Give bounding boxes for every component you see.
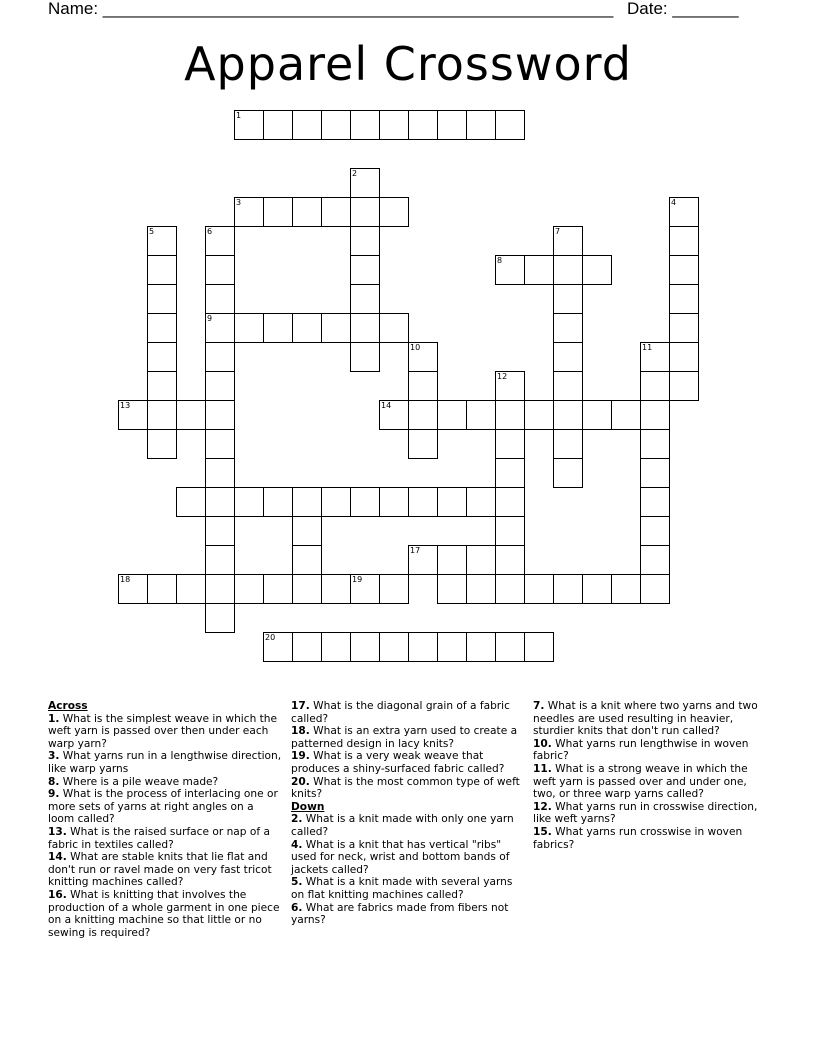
clue-label: 19. <box>291 750 310 763</box>
date-field[interactable]: Date: _______ <box>627 0 739 18</box>
clue-item <box>291 700 523 725</box>
clue-item <box>291 902 523 927</box>
crossword-cell[interactable] <box>350 226 380 256</box>
crossword-cell[interactable] <box>524 632 554 662</box>
clue-number: 14 <box>381 401 392 410</box>
clue-label: 6. <box>291 901 303 914</box>
clue-item <box>48 889 283 939</box>
crossword-cell[interactable] <box>321 197 351 227</box>
crossword-cell[interactable] <box>640 371 670 401</box>
clue-text: What yarns run in a lengthwise direction, like warp yarns <box>48 750 282 775</box>
clue-label: 11. <box>533 762 552 775</box>
clues-column-2 <box>291 700 523 927</box>
crossword-cell[interactable] <box>205 284 235 314</box>
clue-item <box>533 826 768 851</box>
crossword-cell[interactable] <box>205 342 235 372</box>
crossword-cell[interactable] <box>495 429 525 459</box>
clue-number: 7 <box>555 227 561 236</box>
crossword-cell[interactable] <box>640 545 670 575</box>
crossword-cell[interactable] <box>640 458 670 488</box>
clue-item <box>48 788 283 826</box>
crossword-cell[interactable] <box>408 487 438 517</box>
crossword-cell[interactable] <box>263 313 293 343</box>
crossword-cell[interactable] <box>611 574 641 604</box>
crossword-cell[interactable] <box>234 487 264 517</box>
clue-number: 20 <box>265 633 276 642</box>
crossword-cell[interactable] <box>495 458 525 488</box>
clue-text: What is a very weak weave that produces a shiny-surfaced fabric called? <box>291 750 505 775</box>
crossword-cell[interactable] <box>553 400 583 430</box>
clue-text: What yarns run in crosswise direction, like weft yarns? <box>533 800 758 826</box>
clue-label: 15. <box>533 825 552 838</box>
crossword-cell[interactable] <box>292 632 322 662</box>
crossword-cell[interactable] <box>495 545 525 575</box>
crossword-cell[interactable] <box>408 342 438 372</box>
clue-number: 12 <box>497 372 508 381</box>
crossword-cell[interactable] <box>669 313 699 343</box>
crossword-cell[interactable] <box>553 429 583 459</box>
crossword-cell[interactable] <box>118 574 148 604</box>
clue-item <box>533 801 768 826</box>
crossword-cell[interactable] <box>147 342 177 372</box>
crossword-cell[interactable] <box>379 632 409 662</box>
crossword-cell[interactable] <box>176 400 206 430</box>
crossword-cell[interactable] <box>582 255 612 285</box>
crossword-cell[interactable] <box>205 487 235 517</box>
crossword-cell[interactable] <box>205 255 235 285</box>
crossword-cell[interactable] <box>379 574 409 604</box>
crossword-cell[interactable] <box>234 313 264 343</box>
crossword-cell[interactable] <box>292 197 322 227</box>
crossword-cell[interactable] <box>669 284 699 314</box>
clue-number: 4 <box>671 198 677 207</box>
crossword-cell[interactable] <box>466 574 496 604</box>
crossword-cell[interactable] <box>408 400 438 430</box>
crossword-cell[interactable] <box>263 574 293 604</box>
clues-column-3 <box>533 700 768 851</box>
section-heading: Down <box>291 800 325 813</box>
clue-label: 20. <box>291 775 310 788</box>
clue-number: 18 <box>120 575 131 584</box>
clue-number: 11 <box>642 343 653 352</box>
crossword-cell[interactable] <box>669 226 699 256</box>
crossword-cell[interactable] <box>321 574 351 604</box>
clue-number: 10 <box>410 343 421 352</box>
crossword-cell[interactable] <box>350 342 380 372</box>
crossword-cell[interactable] <box>437 545 467 575</box>
clue-label: 18. <box>291 725 310 738</box>
clue-number: 17 <box>410 546 421 555</box>
crossword-cell[interactable] <box>437 632 467 662</box>
clue-label: 8. <box>48 775 60 788</box>
crossword-cell[interactable] <box>176 574 206 604</box>
clues-column-1 <box>48 700 283 939</box>
crossword-cell[interactable] <box>611 400 641 430</box>
clue-item <box>48 750 283 775</box>
clue-text: What is an extra yarn used to create a patterned design in lacy knits? <box>291 725 518 750</box>
clue-item <box>533 700 768 738</box>
crossword-cell[interactable] <box>495 516 525 546</box>
crossword-cell[interactable] <box>669 371 699 401</box>
clue-text: What is the diagonal grain of a fabric called? <box>291 700 510 725</box>
crossword-cell[interactable] <box>234 574 264 604</box>
clue-text: What yarns run crosswise in woven fabrics? <box>533 825 743 851</box>
clue-item <box>48 776 283 789</box>
clue-text: Where is a pile weave made? <box>59 775 219 788</box>
clue-text: What are stable knits that lie flat and don't run or ravel made on very fast tricot knitting machines called? <box>48 851 272 889</box>
crossword-cell[interactable] <box>205 458 235 488</box>
crossword-cell[interactable] <box>205 545 235 575</box>
crossword-cell[interactable] <box>263 632 293 662</box>
crossword-cell[interactable] <box>321 110 351 140</box>
crossword-cell[interactable] <box>495 487 525 517</box>
crossword-cell[interactable] <box>437 574 467 604</box>
crossword-cell[interactable] <box>350 168 380 198</box>
crossword-cell[interactable] <box>205 226 235 256</box>
clue-text: What is a knit where two yarns and two needles are used resulting in heavier, sturdier knits that don't run called? <box>533 700 758 738</box>
crossword-cell[interactable] <box>640 429 670 459</box>
clue-number: 1 <box>236 111 242 120</box>
clue-number: 2 <box>352 169 358 178</box>
clue-item <box>533 763 768 801</box>
clue-number: 9 <box>207 314 213 323</box>
clue-number: 8 <box>497 256 503 265</box>
crossword-cell[interactable] <box>640 487 670 517</box>
clue-item <box>291 839 523 877</box>
clue-number: 3 <box>236 198 242 207</box>
crossword-cell[interactable] <box>553 284 583 314</box>
crossword-cell[interactable] <box>147 284 177 314</box>
crossword-cell[interactable] <box>350 197 380 227</box>
crossword-cell[interactable] <box>495 574 525 604</box>
clue-item <box>291 876 523 901</box>
crossword-cell[interactable] <box>640 516 670 546</box>
crossword-cell[interactable] <box>205 400 235 430</box>
clue-label: 9. <box>48 788 60 801</box>
crossword-cell[interactable] <box>495 255 525 285</box>
crossword-cell[interactable] <box>205 371 235 401</box>
clue-label: 4. <box>291 838 303 851</box>
clue-item <box>291 776 523 801</box>
crossword-cell[interactable] <box>350 313 380 343</box>
crossword-cell[interactable] <box>321 632 351 662</box>
crossword-cell[interactable] <box>147 400 177 430</box>
crossword-cell[interactable] <box>553 313 583 343</box>
crossword-cell[interactable] <box>263 110 293 140</box>
clue-text: What yarns run lengthwise in woven fabric? <box>533 737 749 763</box>
crossword-cell[interactable] <box>147 255 177 285</box>
crossword-cell[interactable] <box>350 255 380 285</box>
clue-number: 13 <box>120 401 131 410</box>
crossword-cell[interactable] <box>495 110 525 140</box>
crossword-cell[interactable] <box>205 429 235 459</box>
crossword-cell[interactable] <box>379 487 409 517</box>
crossword-cell[interactable] <box>553 371 583 401</box>
clue-item <box>291 725 523 750</box>
crossword-cell[interactable] <box>147 313 177 343</box>
crossword-cell[interactable] <box>147 574 177 604</box>
crossword-cell[interactable] <box>524 574 554 604</box>
crossword-cell[interactable] <box>495 632 525 662</box>
clue-label: 10. <box>533 737 552 750</box>
clue-label: 2. <box>291 813 303 826</box>
clue-number: 19 <box>352 575 363 584</box>
clue-item <box>48 826 283 851</box>
crossword-cell[interactable] <box>669 197 699 227</box>
crossword-cell[interactable] <box>495 400 525 430</box>
crossword-cell[interactable] <box>437 110 467 140</box>
crossword-cell[interactable] <box>553 226 583 256</box>
crossword-cell[interactable] <box>321 313 351 343</box>
clue-label: 12. <box>533 800 552 813</box>
crossword-cell[interactable] <box>437 487 467 517</box>
crossword-cell[interactable] <box>350 110 380 140</box>
crossword-cell[interactable] <box>147 371 177 401</box>
clue-label: 16. <box>48 888 67 901</box>
crossword-cell[interactable] <box>408 371 438 401</box>
crossword-cell[interactable] <box>466 110 496 140</box>
crossword-cell[interactable] <box>466 400 496 430</box>
clue-label: 13. <box>48 825 67 838</box>
clue-label: 7. <box>533 700 545 712</box>
crossword-cell[interactable] <box>466 632 496 662</box>
crossword-cell[interactable] <box>466 545 496 575</box>
crossword-cell[interactable] <box>408 632 438 662</box>
crossword-cell[interactable] <box>553 255 583 285</box>
crossword-cell[interactable] <box>495 371 525 401</box>
crossword-cell[interactable] <box>350 632 380 662</box>
clue-text: What is a knit made with only one yarn called? <box>291 813 514 838</box>
clue-label: 17. <box>291 700 310 712</box>
crossword-cell[interactable] <box>205 313 235 343</box>
crossword-cell[interactable] <box>379 197 409 227</box>
clue-item <box>291 813 523 838</box>
clue-label: 3. <box>48 750 60 763</box>
clue-number: 6 <box>207 227 213 236</box>
section-heading: Across <box>48 700 88 712</box>
clue-text: What is the process of interlacing one or more sets of yarns at right angles on a loom called? <box>48 788 278 826</box>
crossword-cell[interactable] <box>292 487 322 517</box>
clue-text: What are fabrics made from fibers not yarns? <box>291 901 509 927</box>
crossword-cell[interactable] <box>437 400 467 430</box>
crossword-cell[interactable] <box>553 342 583 372</box>
crossword-cell[interactable] <box>292 545 322 575</box>
clue-item <box>533 738 768 763</box>
crossword-cell[interactable] <box>669 255 699 285</box>
clue-label: 14. <box>48 851 67 864</box>
crossword-cell[interactable] <box>292 110 322 140</box>
crossword-cell[interactable] <box>553 574 583 604</box>
crossword-cell[interactable] <box>350 284 380 314</box>
name-field[interactable]: Name: ______________________________________________________ <box>48 0 614 18</box>
clue-text: What is a knit that has vertical "ribs" used for neck, wrist and bottom bands of jackets called? <box>291 838 510 876</box>
crossword-cell[interactable] <box>292 313 322 343</box>
clue-text: What is the most common type of weft knits? <box>291 775 520 801</box>
crossword-cell[interactable] <box>118 400 148 430</box>
crossword-cell[interactable] <box>582 574 612 604</box>
crossword-cell[interactable] <box>234 110 264 140</box>
clue-label: 5. <box>291 876 303 889</box>
clue-item <box>48 851 283 889</box>
crossword-cell[interactable] <box>350 574 380 604</box>
crossword-cell[interactable] <box>408 110 438 140</box>
clue-text: What is a strong weave in which the weft yarn is passed over and under one, two, or three warp yarns called? <box>533 762 748 801</box>
crossword-cell[interactable] <box>263 197 293 227</box>
crossword-cell[interactable] <box>553 458 583 488</box>
clue-label: 1. <box>48 712 60 725</box>
crossword-cell[interactable] <box>205 603 235 633</box>
crossword-cell[interactable] <box>466 487 496 517</box>
crossword-cell[interactable] <box>147 226 177 256</box>
crossword-cell[interactable] <box>263 487 293 517</box>
crossword-cell[interactable] <box>176 487 206 517</box>
crossword-cell[interactable] <box>582 400 612 430</box>
crossword-cell[interactable] <box>321 487 351 517</box>
crossword-cell[interactable] <box>379 400 409 430</box>
crossword-cell[interactable] <box>205 574 235 604</box>
crossword-cell[interactable] <box>292 516 322 546</box>
page-title: Apparel Crossword <box>184 37 632 91</box>
clue-text: What is the raised surface or nap of a fabric in textiles called? <box>48 825 270 851</box>
crossword-cell[interactable] <box>669 342 699 372</box>
crossword-cell[interactable] <box>524 255 554 285</box>
crossword-cell[interactable] <box>408 545 438 575</box>
clue-text: What is the simplest weave in which the weft yarn is passed over then under each warp yarn? <box>48 712 278 750</box>
crossword-cell[interactable] <box>524 400 554 430</box>
crossword-cell[interactable] <box>205 516 235 546</box>
crossword-cell[interactable] <box>640 342 670 372</box>
clue-item <box>48 713 283 751</box>
crossword-cell[interactable] <box>408 429 438 459</box>
crossword-cell[interactable] <box>640 574 670 604</box>
clue-text: What is knitting that involves the production of a whole garment in one piece on a knitting machine so that little or no sewing is required? <box>48 888 280 939</box>
clue-item <box>291 750 523 775</box>
crossword-cell[interactable] <box>350 487 380 517</box>
crossword-cell[interactable] <box>147 429 177 459</box>
crossword-cell[interactable] <box>379 110 409 140</box>
clue-number: 5 <box>149 227 155 236</box>
crossword-cell[interactable] <box>234 197 264 227</box>
crossword-cell[interactable] <box>379 313 409 343</box>
crossword-cell[interactable] <box>640 400 670 430</box>
clue-text: What is a knit made with several yarns on flat knitting machines called? <box>291 876 513 901</box>
crossword-cell[interactable] <box>292 574 322 604</box>
